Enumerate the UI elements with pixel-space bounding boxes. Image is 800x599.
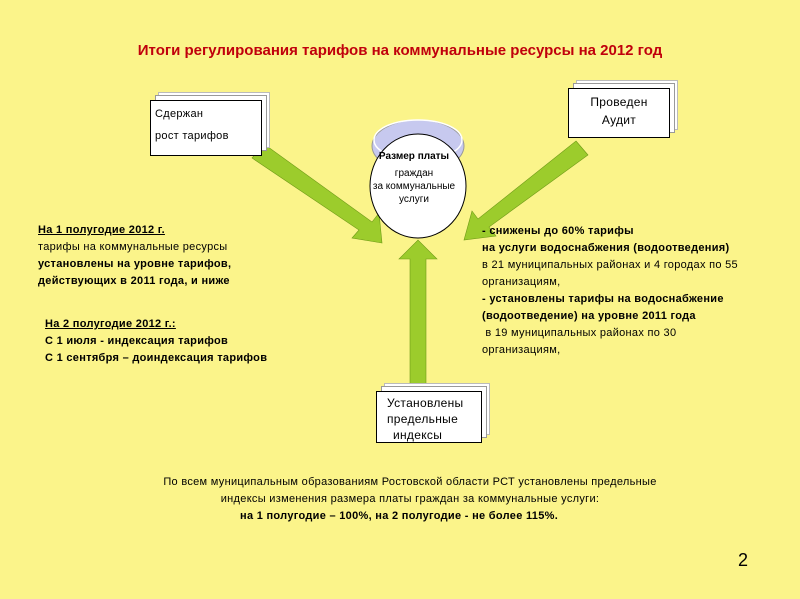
first-half-line-3: действующих в 2011 года, и ниже xyxy=(38,275,230,287)
footer-line-2: индексы изменения размера платы граждан за коммунальные услуги: xyxy=(220,493,600,505)
box-left-line-2: рост тарифов xyxy=(155,130,229,142)
center-line-4: услуги xyxy=(399,194,429,205)
water-line-3: в 21 муниципальных районах и 4 городах по 55 xyxy=(482,259,738,271)
water-tariffs-block xyxy=(482,223,738,359)
water-line-7: в 19 муниципальных районах по 30 xyxy=(482,327,677,339)
center-line-1: Размер платы xyxy=(378,151,450,162)
center-line-3: за коммунальные xyxy=(372,181,456,192)
water-line-8: организациям, xyxy=(482,344,561,356)
box-restrained-growth xyxy=(150,100,262,156)
first-half-line-2: установлены на уровне тарифов, xyxy=(38,258,232,270)
water-line-2: на услуги водоснабжения (водоотведения) xyxy=(482,242,730,254)
box-bottom-line-1: Установлены xyxy=(387,396,464,410)
box-bottom-line-3: индексы xyxy=(393,428,443,442)
water-line-1: - снижены до 60% тарифы xyxy=(482,225,634,237)
first-half-block xyxy=(38,222,231,290)
footer-line-1: По всем муниципальным образованиям Ростовской области РСТ установлены предельные xyxy=(163,476,657,488)
page-title: Итоги регулирования тарифов на коммунальные ресурсы на 2012 год xyxy=(137,42,663,59)
water-line-6: (водоотведение) на уровне 2011 года xyxy=(482,310,696,322)
center-line-2: граждан xyxy=(394,168,434,179)
second-half-line-2: С 1 сентября – доиндексация тарифов xyxy=(45,352,268,364)
box-left-line-1: Сдержан xyxy=(155,108,204,120)
first-half-line-1: тарифы на коммунальные ресурсы xyxy=(38,241,228,253)
water-line-5: - установлены тарифы на водоснабжение xyxy=(482,293,724,305)
footer-summary xyxy=(110,474,710,525)
box-right-line-2: Аудит xyxy=(601,113,637,127)
box-bottom-line-2: предельные xyxy=(387,412,459,426)
second-half-line-1: С 1 июля - индексация тарифов xyxy=(45,335,229,347)
page-number: 2 xyxy=(738,550,749,570)
second-half-block xyxy=(45,316,267,367)
arrow-bottom-to-center xyxy=(399,240,437,386)
box-limit-indexes xyxy=(376,391,482,443)
first-half-heading: На 1 полугодие 2012 г. xyxy=(38,224,165,236)
center-circle-label xyxy=(364,150,464,206)
arrow-left-to-center xyxy=(252,144,382,243)
box-audit xyxy=(568,88,670,138)
box-right-line-1: Проведен xyxy=(590,95,648,109)
second-half-heading: На 2 полугодие 2012 г.: xyxy=(45,318,176,330)
footer-line-3: на 1 полугодие – 100%, на 2 полугодие - не более 115%. xyxy=(240,510,559,522)
water-line-4: организациям, xyxy=(482,276,561,288)
